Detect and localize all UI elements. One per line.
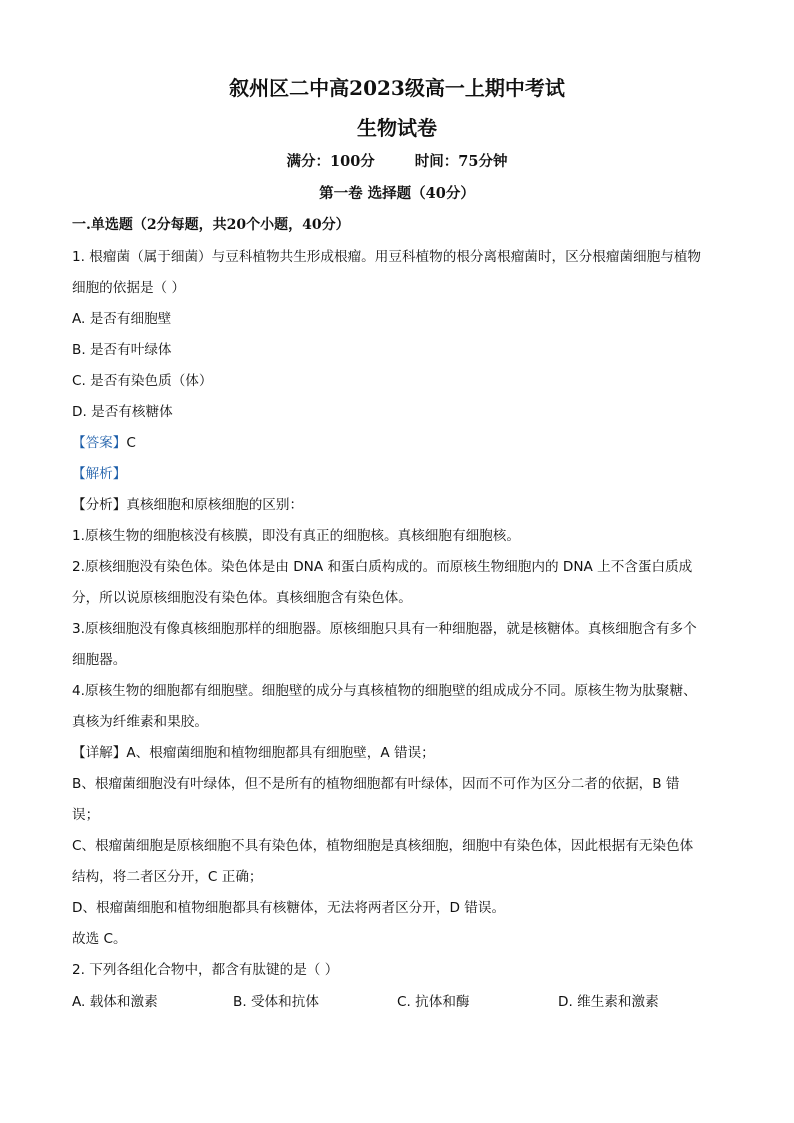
q2-option-a: A. 载体和激素 xyxy=(72,994,158,1010)
subject-title: 生物试卷 xyxy=(357,116,437,140)
q1-stem-line-1: 1. 根瘤菌（属于细菌）与豆科植物共生形成根瘤。用豆科植物的根分离根瘤菌时，区分根瘤菌细胞与植物 xyxy=(72,249,702,265)
q1-point-4-line-1: 4.原核生物的细胞都有细胞壁。细胞壁的成分与真核植物的细胞壁的组成成分不同。原核生物为肽聚糖、 xyxy=(72,683,697,699)
q1-detail-d: D、根瘤菌细胞和植物细胞都具有核糖体，无法将两者区分开，D 错误。 xyxy=(72,900,506,916)
q1-option-d: D. 是否有核糖体 xyxy=(72,404,173,420)
q2-option-d: D. 维生素和激素 xyxy=(558,994,659,1010)
q1-answer xyxy=(72,431,136,451)
detail-a-text: A、根瘤菌细胞和植物细胞都具有细胞壁，A 错误； xyxy=(126,745,435,761)
fenxi-tag: 【分析】 xyxy=(72,497,127,513)
q1-conclusion: 故选 C。 xyxy=(72,931,127,947)
part-heading: 第一卷 选择题（40分） xyxy=(319,185,475,202)
analysis-tag: 【解析】 xyxy=(72,466,127,482)
q1-point-4-line-2: 真核为纤维素和果胶。 xyxy=(72,714,208,730)
q1-option-a: A. 是否有细胞壁 xyxy=(72,311,172,327)
q2-stem: 2. 下列各组化合物中，都含有肽键的是（ ） xyxy=(72,962,339,978)
q1-fenxi xyxy=(72,493,303,513)
q1-option-c: C. 是否有染色质（体） xyxy=(72,373,213,389)
q1-point-3-line-2: 细胞器。 xyxy=(72,652,127,668)
q1-detail-c-line-2: 结构，将二者区分开，C 正确； xyxy=(72,869,263,885)
q1-analysis-tag xyxy=(72,462,126,482)
q1-detail-c-line-1: C、根瘤菌细胞是原核细胞不具有染色体，植物细胞是真核细胞，细胞中有染色体，因此根据有无染色体 xyxy=(72,838,694,854)
q1-detail-b-line-2: 误； xyxy=(72,807,100,823)
q1-stem-line-2: 细胞的依据是（ ） xyxy=(72,280,186,296)
q1-detail-a xyxy=(72,741,435,761)
q1-point-1: 1.原核生物的细胞核没有核膜，即没有真正的细胞核。真核细胞有细胞核。 xyxy=(72,528,520,544)
section-heading: 一.单选题（2分每题，共20个小题，40分） xyxy=(72,217,350,233)
q2-option-b: B. 受体和抗体 xyxy=(233,994,319,1010)
q1-option-b: B. 是否有叶绿体 xyxy=(72,342,172,358)
q1-point-2-line-1: 2.原核细胞没有染色体。染色体是由 DNA 和蛋白质构成的。而原核生物细胞内的 DNA 上不含蛋白质成 xyxy=(72,559,693,575)
time-info: 时间：75分钟 xyxy=(414,153,508,170)
score-info: 满分：100分 xyxy=(286,153,375,170)
q1-point-2-line-2: 分，所以说原核细胞没有染色体。真核细胞含有染色体。 xyxy=(72,590,412,606)
fenxi-text: 真核细胞和原核细胞的区别： xyxy=(126,497,304,513)
exam-meta xyxy=(0,150,794,171)
q2-option-c: C. 抗体和酶 xyxy=(397,994,470,1010)
answer-value: C xyxy=(126,435,136,451)
answer-tag: 【答案】 xyxy=(72,435,127,451)
q1-detail-b-line-1: B、根瘤菌细胞没有叶绿体，但不是所有的植物细胞都有叶绿体，因而不可作为区分二者的依据，B 错 xyxy=(72,776,680,792)
xiangjie-tag: 【详解】 xyxy=(72,745,127,761)
exam-title: 叙州区二中高2023级高一上期中考试 xyxy=(229,76,565,100)
q1-point-3-line-1: 3.原核细胞没有像真核细胞那样的细胞器。原核细胞只具有一种细胞器，就是核糖体。真核细胞含有多个 xyxy=(72,621,697,637)
